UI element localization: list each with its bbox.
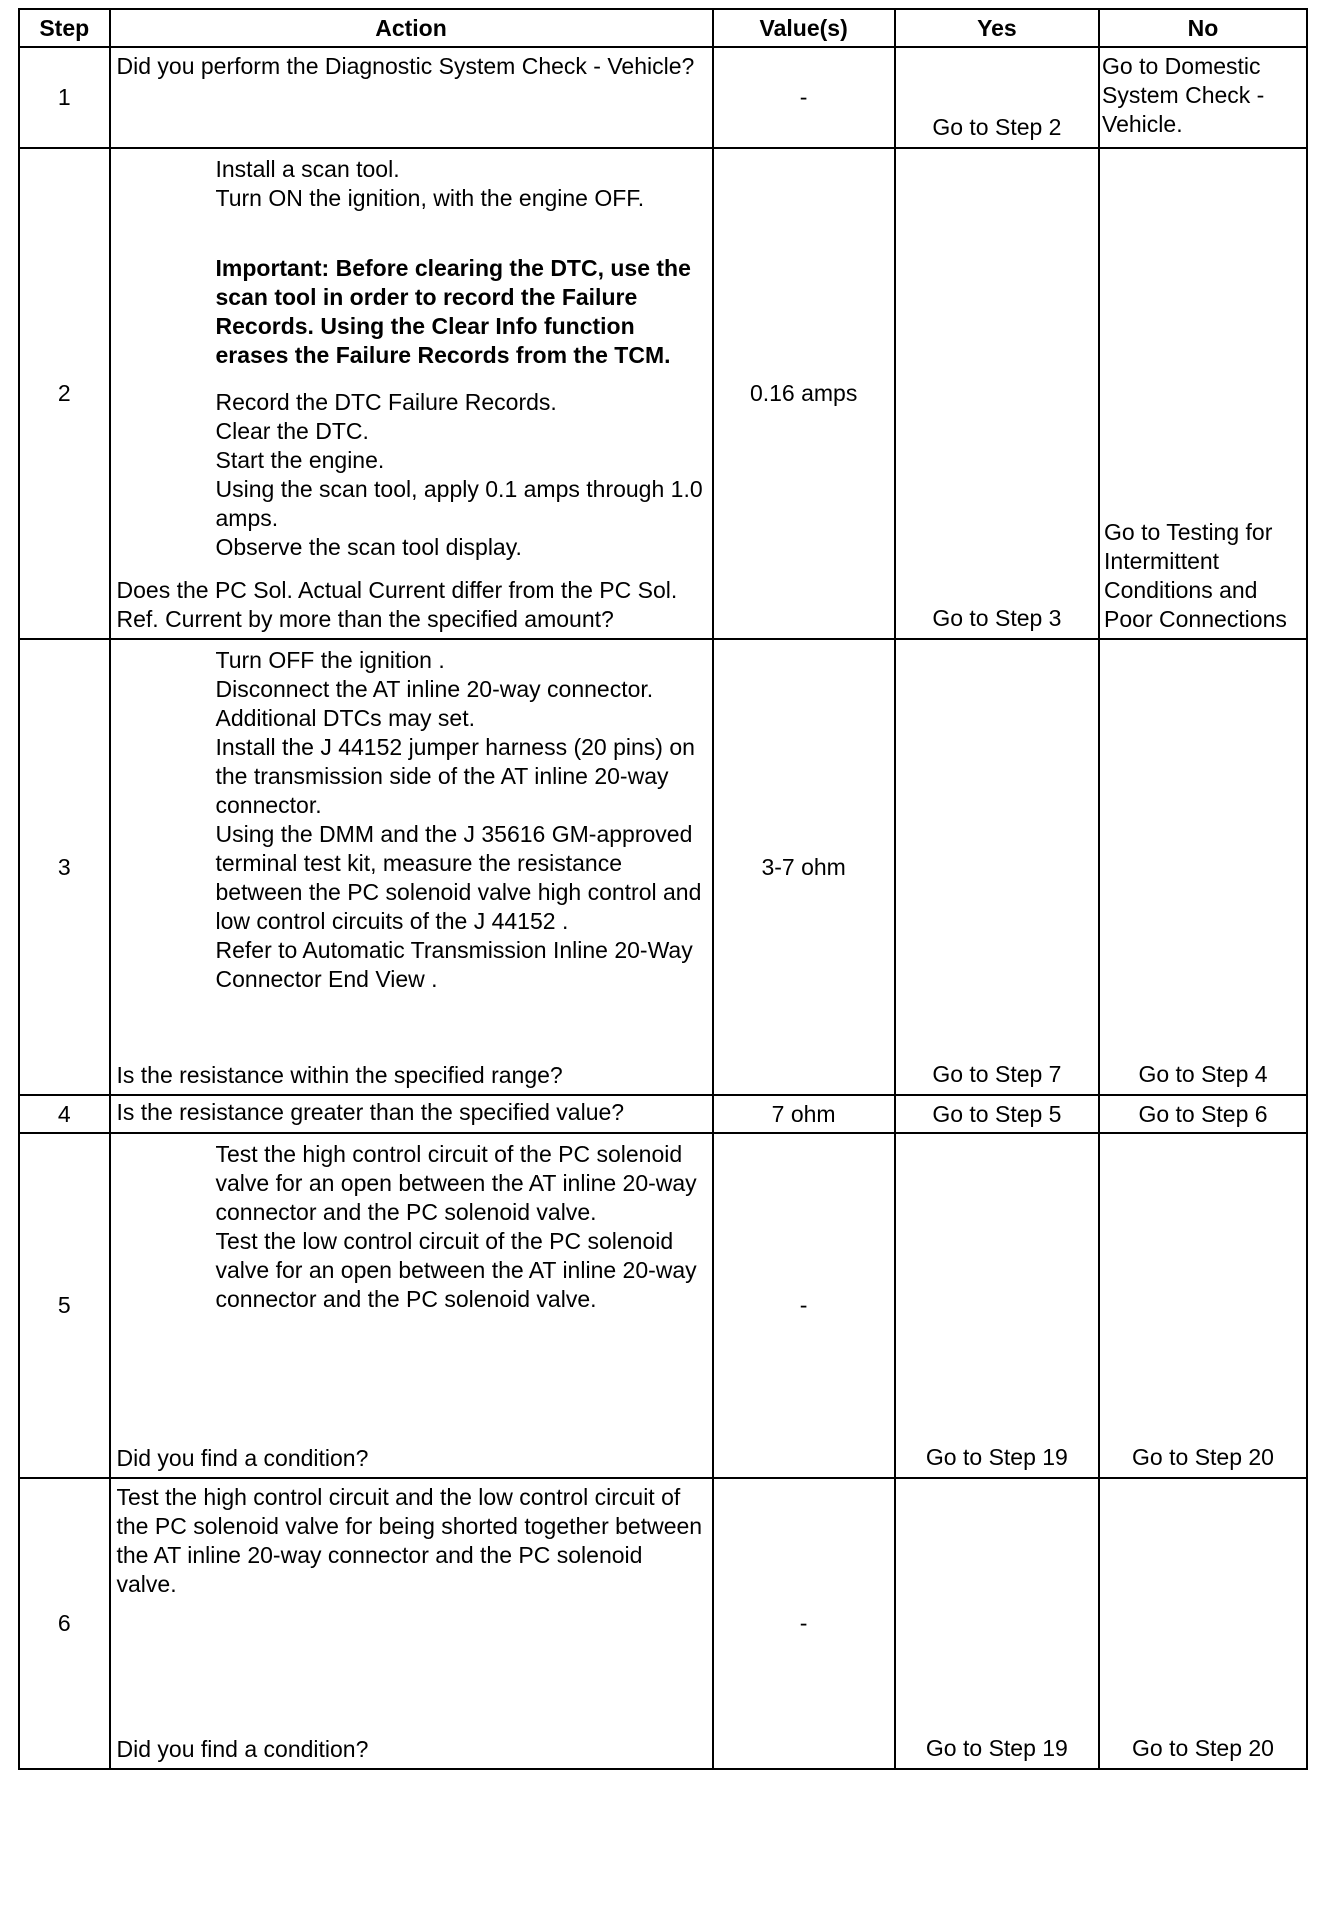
no-cell <box>1099 148 1307 639</box>
no-cell <box>1099 639 1307 1095</box>
no-result: Go to Step 20 <box>1132 1444 1274 1470</box>
action-text: Did you perform the Diagnostic System Check - Vehicle? <box>116 53 695 79</box>
action-cell <box>110 47 713 148</box>
no-cell <box>1099 47 1307 148</box>
action-line: Test the high control circuit of the PC solenoid valve for an open between the AT inline 20-way connector and the PC solenoid valve. <box>215 1141 697 1225</box>
action-line: Clear the DTC. <box>215 418 369 444</box>
action-line: Observe the scan tool display. <box>215 534 522 560</box>
no-result: Go to Step 4 <box>1138 1061 1268 1087</box>
value-cell: - <box>713 1478 895 1769</box>
table-row <box>19 1133 1307 1478</box>
yes-cell <box>895 1133 1099 1478</box>
header-values: Value(s) <box>713 9 895 47</box>
table-row <box>19 1095 1307 1133</box>
yes-result: Go to Step 3 <box>932 605 1062 631</box>
action-line: Additional DTCs may set. <box>215 705 475 731</box>
value-cell: 0.16 amps <box>713 148 895 639</box>
no-result: Go to Step 6 <box>1099 1095 1307 1133</box>
header-yes: Yes <box>895 9 1099 47</box>
step-number: 4 <box>19 1095 110 1133</box>
action-line: Refer to Automatic Transmission Inline 20-Way Connector End View . <box>215 937 693 992</box>
header-row <box>19 9 1307 47</box>
no-cell <box>1099 1478 1307 1769</box>
value-cell: - <box>713 1133 895 1478</box>
no-cell <box>1099 1133 1307 1478</box>
action-question: Does the PC Sol. Actual Current differ from the PC Sol. Ref. Current by more than the specified amount? <box>116 577 678 632</box>
header-no: No <box>1099 9 1307 47</box>
action-line: Turn OFF the ignition . <box>215 647 445 673</box>
action-line: Start the engine. <box>215 447 385 473</box>
action-question: Did you find a condition? <box>116 1445 369 1471</box>
yes-cell <box>895 639 1099 1095</box>
header-action: Action <box>110 9 713 47</box>
action-cell <box>110 148 713 639</box>
value-cell: 7 ohm <box>713 1095 895 1133</box>
action-text: Is the resistance greater than the specified value? <box>116 1099 625 1125</box>
action-text: Test the high control circuit and the low control circuit of the PC solenoid valve for being shorted together between the AT inline 20-way connector and the PC solenoid valve. <box>116 1484 703 1597</box>
yes-result: Go to Step 2 <box>932 114 1062 140</box>
yes-cell <box>895 47 1099 148</box>
yes-result: Go to Step 7 <box>932 1061 1062 1087</box>
table-row <box>19 639 1307 1095</box>
step-number: 1 <box>19 47 110 148</box>
action-line: Using the scan tool, apply 0.1 amps through 1.0 amps. <box>215 476 703 531</box>
header-step: Step <box>19 9 110 47</box>
diagnostic-table <box>18 8 1308 1770</box>
action-line: Using the DMM and the J 35616 GM-approved terminal test kit, measure the resistance between the PC solenoid valve high control and low control circuits of the J 44152 . <box>215 821 702 934</box>
no-result: Go to Domestic System Check - Vehicle. <box>1102 53 1265 137</box>
action-question: Did you find a condition? <box>116 1736 369 1762</box>
table-row <box>19 47 1307 148</box>
action-line: Install the J 44152 jumper harness (20 pins) on the transmission side of the AT inline 20-way connector. <box>215 734 695 818</box>
action-line: Turn ON the ignition, with the engine OFF. <box>215 185 645 211</box>
yes-result: Go to Step 19 <box>925 1444 1068 1470</box>
step-number: 2 <box>19 148 110 639</box>
yes-result: Go to Step 5 <box>895 1095 1099 1133</box>
yes-cell <box>895 148 1099 639</box>
table-row <box>19 148 1307 639</box>
step-number: 5 <box>19 1133 110 1478</box>
no-result: Go to Step 20 <box>1132 1735 1274 1761</box>
action-cell <box>110 1095 713 1133</box>
action-question: Is the resistance within the specified range? <box>116 1062 563 1088</box>
action-line: Test the low control circuit of the PC solenoid valve for an open between the AT inline 20-way connector and the PC solenoid valve. <box>215 1228 697 1312</box>
step-number: 3 <box>19 639 110 1095</box>
value-cell: 3-7 ohm <box>713 639 895 1095</box>
step-number: 6 <box>19 1478 110 1769</box>
no-result: Go to Testing for Intermittent Conditions and Poor Connections <box>1104 519 1287 632</box>
yes-result: Go to Step 19 <box>925 1735 1068 1761</box>
table-row <box>19 1478 1307 1769</box>
action-line: Install a scan tool. <box>215 156 400 182</box>
yes-cell <box>895 1478 1099 1769</box>
action-line: Disconnect the AT inline 20-way connector. <box>215 676 654 702</box>
value-cell: - <box>713 47 895 148</box>
action-line: Record the DTC Failure Records. <box>215 389 557 415</box>
action-cell <box>110 1133 713 1478</box>
important-note: Important: Before clearing the DTC, use the scan tool in order to record the Failure Records. Using the Clear Info function erases the Failure Records from the TCM. <box>215 255 691 368</box>
action-cell <box>110 639 713 1095</box>
action-cell <box>110 1478 713 1769</box>
